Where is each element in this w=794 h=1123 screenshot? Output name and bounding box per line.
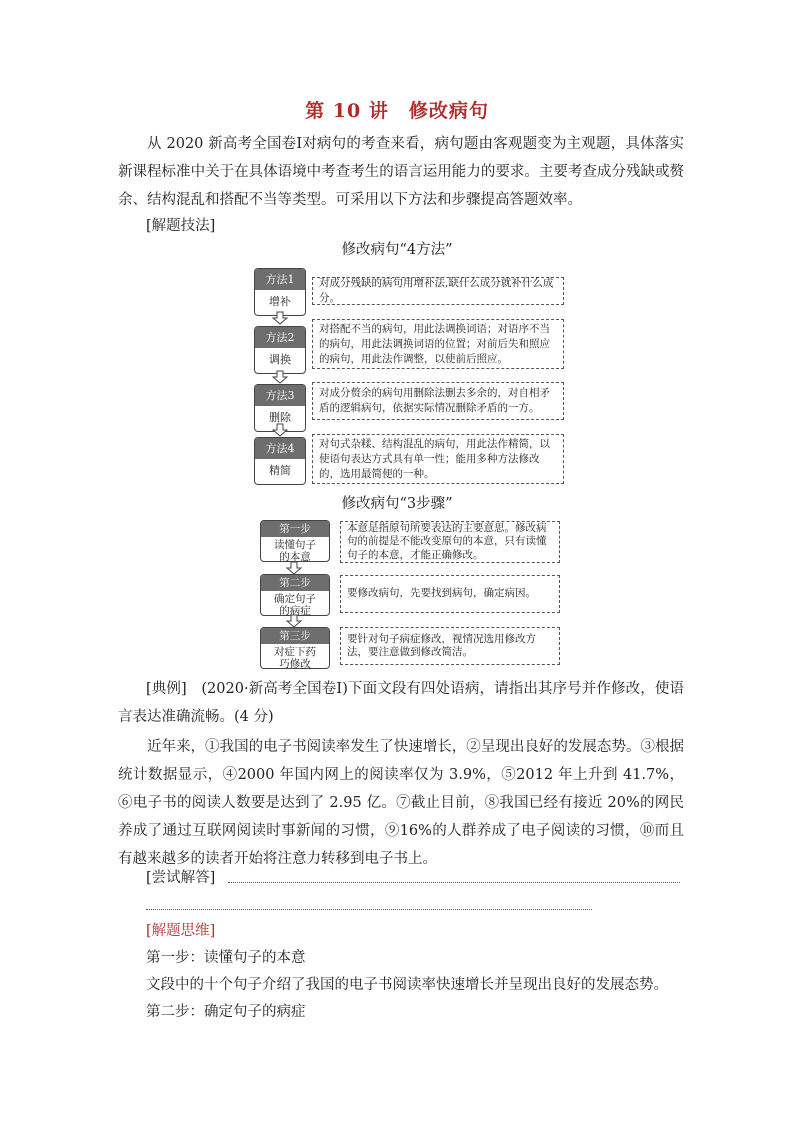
step-2-box — [260, 574, 330, 616]
step-2-desc: 要修改病句，先要找到病句，确定病因。 — [340, 575, 560, 613]
method-1-name: 增补 — [269, 295, 291, 308]
step-3-box — [260, 627, 330, 669]
method-1-tag: 方法1 — [255, 269, 305, 290]
answer-label: [尝试解答] — [146, 870, 216, 886]
method-2-tag: 方法2 — [255, 327, 305, 348]
example-text: 近年来，①我国的电子书阅读率发生了快速增长，②呈现出良好的发展态势。③根据统计数据显示，④2000 年国内网上的阅读率仅为 3.9%，⑤2012 年上升到 41.7%，⑥电子书的阅读人数要是达到了 2.95 亿。⑦截止目前，⑧我国已经有接近 20%的网民养成了通过互联网阅读时事新闻的习惯，⑨16%的人群养成了电子阅读的习惯，⑩而且有越来越多的读者开始将注意力转移到电子书上。 — [118, 739, 684, 867]
down-arrow-icon — [272, 423, 288, 437]
method-3-tag: 方法3 — [255, 385, 305, 406]
method-3-name: 删除 — [269, 411, 291, 424]
intro-paragraph: 从 2020 新高考全国卷Ⅰ对病句的考查来看，病句题由客观题变为主观题，具体落实新课程标准中关于在具体语境中考查考生的语言运用能力的要求。主要考查成分残缺或赘余、结构混乱和搭配不当等类型。可采用以下方法和步骤提高答题效率。 — [118, 136, 684, 208]
method-2-name: 调换 — [269, 353, 291, 366]
step-3-name-line2: 巧修改 — [279, 658, 311, 669]
method-3-desc: 对成分赘余的病句用删除法删去多余的，对自相矛盾的逻辑病句，依据实际情况删除矛盾的一方。 — [312, 382, 564, 420]
example-intro: [典例] (2020·新高考全国卷Ⅰ)下面文段有四处语病，请指出其序号并作修改，使语言表达准确流畅。(4 分) — [118, 681, 684, 725]
methods-diagram-title: 修改病句“4方法” — [341, 242, 453, 258]
step-3-desc: 要针对句子病症修改，视情况选用修改方法，要注意做到修改简洁。 — [340, 627, 560, 665]
step-3-name-line1: 对症下药 — [274, 646, 316, 658]
answer-line-1[interactable] — [228, 882, 680, 883]
steps-diagram-title: 修改病句“3步骤” — [341, 496, 453, 512]
step2-label: 第二步：确定句子的病症 — [146, 1004, 306, 1020]
tips-heading: [解题技法] — [146, 218, 216, 234]
step-3-tag: 第三步 — [261, 628, 329, 644]
step-2-name-line1: 确定句子 — [274, 593, 316, 605]
step-1-name-line2: 的本意 — [279, 551, 311, 562]
step-1-desc: 本意是指原句所要表达的主要意思。修改病句的前提是不能改变原句的本意，只有读懂句子的本意，才能正确修改。 — [340, 521, 560, 563]
down-arrow-icon — [272, 311, 288, 325]
down-arrow-icon — [286, 614, 302, 628]
step-1-name-line1: 读懂句子 — [274, 539, 316, 551]
page-title: 第 10 讲 修改病句 — [305, 100, 489, 122]
step-2-tag: 第二步 — [261, 575, 329, 591]
method-4-tag: 方法4 — [255, 438, 305, 459]
step-1-box — [260, 520, 330, 562]
answer-line-2[interactable] — [146, 909, 592, 910]
step-1-tag: 第一步 — [261, 521, 329, 537]
method-1-box — [254, 268, 306, 316]
method-1-desc: 对成分残缺的病句用增补法,缺什么成分就补什么成分。 — [312, 277, 564, 305]
method-4-desc: 对句式杂糅、结构混乱的病句，用此法作精简，以使语句表达方式具有单一性；能用多种方法修改的，选用最简便的一种。 — [312, 434, 564, 484]
down-arrow-icon — [272, 370, 288, 384]
method-2-desc: 对搭配不当的病句，用此法调换词语；对语序不当的病句，用此法调换词语的位置；对前后失和照应的病句，用此法作调整，以使前后照应。 — [312, 319, 564, 369]
step1-label: 第一步：读懂句子的本意 — [146, 950, 306, 966]
thinking-label: [解题思维] — [146, 923, 216, 939]
method-2-box — [254, 326, 306, 374]
method-4-box — [254, 437, 306, 485]
step-2-name-line2: 的病症 — [279, 605, 311, 616]
down-arrow-icon — [286, 561, 302, 575]
method-4-name: 精简 — [269, 464, 291, 477]
step1-text: 文段中的十个句子介绍了我国的电子书阅读率快速增长并呈现出良好的发展态势。 — [146, 977, 668, 993]
